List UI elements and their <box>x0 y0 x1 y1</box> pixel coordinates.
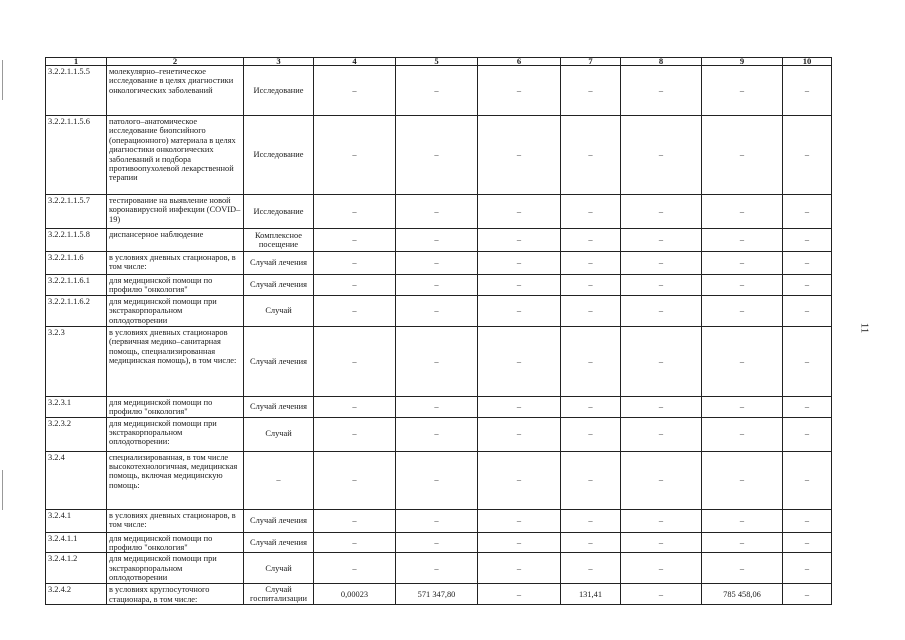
row-value-cell: – <box>702 417 783 451</box>
row-unit-cell: Случай лечения <box>244 396 314 417</box>
row-name-cell: для медицинской помощи по профилю "онкология" <box>107 532 244 553</box>
row-value-cell: – <box>783 326 832 396</box>
row-value-cell: – <box>783 509 832 532</box>
row-value-cell: – <box>702 275 783 296</box>
row-unit-cell: Случай лечения <box>244 326 314 396</box>
row-code-cell: 3.2.4.2 <box>46 584 107 605</box>
row-value-cell: – <box>621 584 702 605</box>
row-unit-cell: Исследование <box>244 195 314 229</box>
row-value-cell: – <box>478 195 561 229</box>
header-cell: 5 <box>396 58 478 66</box>
row-code-cell: 3.2.4.1.2 <box>46 553 107 584</box>
row-value-cell: – <box>478 275 561 296</box>
row-code-cell: 3.2.4.1 <box>46 509 107 532</box>
row-value-cell: – <box>396 451 478 509</box>
row-unit-cell: Случай лечения <box>244 252 314 275</box>
table-row <box>46 417 832 451</box>
row-value-cell: – <box>396 417 478 451</box>
row-value-cell: – <box>478 229 561 252</box>
row-unit-cell: Случай <box>244 417 314 451</box>
row-unit-cell: Комплексное посещение <box>244 229 314 252</box>
row-value-cell: – <box>702 116 783 195</box>
row-value-cell: – <box>702 252 783 275</box>
row-value-cell: – <box>314 295 396 326</box>
row-value-cell: – <box>314 252 396 275</box>
table-row <box>46 509 832 532</box>
row-value-cell: – <box>561 229 621 252</box>
row-code-cell: 3.2.4.1.1 <box>46 532 107 553</box>
row-value-cell: – <box>783 275 832 296</box>
table-row <box>46 326 832 396</box>
row-value-cell: 131,41 <box>561 584 621 605</box>
row-value-cell: – <box>783 451 832 509</box>
row-code-cell: 3.2.2.1.1.6 <box>46 252 107 275</box>
row-value-cell: – <box>783 532 832 553</box>
row-value-cell: – <box>783 116 832 195</box>
header-cell: 2 <box>107 58 244 66</box>
row-value-cell: – <box>621 451 702 509</box>
row-value-cell: – <box>314 532 396 553</box>
row-name-cell: для медицинской помощи при экстракорпоральном оплодотворении: <box>107 417 244 451</box>
row-name-cell: для медицинской помощи по профилю "онкология" <box>107 396 244 417</box>
row-value-cell: – <box>314 396 396 417</box>
row-value-cell: – <box>702 553 783 584</box>
row-value-cell: – <box>621 66 702 116</box>
row-value-cell: – <box>314 275 396 296</box>
header-cell: 10 <box>783 58 832 66</box>
row-value-cell: – <box>478 532 561 553</box>
scan-edge-mark <box>2 60 3 100</box>
table-row <box>46 195 832 229</box>
row-value-cell: – <box>561 509 621 532</box>
row-value-cell: – <box>396 532 478 553</box>
row-unit-cell: Случай лечения <box>244 275 314 296</box>
row-value-cell: – <box>783 584 832 605</box>
row-code-cell: 3.2.3.2 <box>46 417 107 451</box>
row-value-cell: – <box>702 66 783 116</box>
row-unit-cell: Случай <box>244 553 314 584</box>
table-row <box>46 229 832 252</box>
row-value-cell: – <box>314 509 396 532</box>
row-value-cell: 0,00023 <box>314 584 396 605</box>
row-value-cell: – <box>621 229 702 252</box>
row-value-cell: – <box>783 295 832 326</box>
row-value-cell: – <box>702 326 783 396</box>
row-value-cell: – <box>702 451 783 509</box>
row-unit-cell: Случай госпитализации <box>244 584 314 605</box>
row-value-cell: – <box>314 195 396 229</box>
row-value-cell: – <box>783 252 832 275</box>
row-unit-cell: Исследование <box>244 66 314 116</box>
row-value-cell: – <box>561 396 621 417</box>
row-value-cell: – <box>621 396 702 417</box>
row-value-cell: – <box>783 195 832 229</box>
row-name-cell: диспансерное наблюдение <box>107 229 244 252</box>
table-row <box>46 116 832 195</box>
header-cell: 8 <box>621 58 702 66</box>
row-value-cell: – <box>702 229 783 252</box>
row-name-cell: специализированная, в том числе высокотехнологичная, медицинская помощь, включая медицинскую помощь: <box>107 451 244 509</box>
row-value-cell: – <box>314 116 396 195</box>
row-value-cell: – <box>396 252 478 275</box>
data-table <box>45 57 832 605</box>
row-code-cell: 3.2.3.1 <box>46 396 107 417</box>
row-name-cell: тестирование на выявление новой коронавирусной инфекции (COVID–19) <box>107 195 244 229</box>
row-value-cell: – <box>702 396 783 417</box>
row-name-cell: в условиях дневных стационаров, в том числе: <box>107 252 244 275</box>
row-value-cell: – <box>396 509 478 532</box>
row-value-cell: – <box>478 252 561 275</box>
table-row <box>46 66 832 116</box>
row-value-cell: – <box>561 275 621 296</box>
row-value-cell: – <box>396 553 478 584</box>
header-row <box>46 58 832 66</box>
row-name-cell: для медицинской помощи по профилю "онкология" <box>107 275 244 296</box>
row-value-cell: – <box>621 116 702 195</box>
row-name-cell: для медицинской помощи при экстракорпоральном оплодотворении <box>107 295 244 326</box>
row-code-cell: 3.2.2.1.1.5.8 <box>46 229 107 252</box>
header-cell: 3 <box>244 58 314 66</box>
row-value-cell: – <box>314 553 396 584</box>
table-row <box>46 584 832 605</box>
row-value-cell: – <box>396 295 478 326</box>
row-value-cell: – <box>783 66 832 116</box>
row-value-cell: – <box>561 451 621 509</box>
row-value-cell: – <box>621 275 702 296</box>
row-value-cell: – <box>621 252 702 275</box>
table-row <box>46 252 832 275</box>
row-value-cell: – <box>314 66 396 116</box>
row-value-cell: – <box>702 532 783 553</box>
row-value-cell: – <box>561 295 621 326</box>
row-name-cell: в условиях дневных стационаров, в том числе: <box>107 509 244 532</box>
row-value-cell: – <box>621 295 702 326</box>
row-unit-cell: Случай лечения <box>244 509 314 532</box>
row-unit-cell: Случай <box>244 295 314 326</box>
row-code-cell: 3.2.2.1.1.6.2 <box>46 295 107 326</box>
row-value-cell: – <box>621 417 702 451</box>
table-row <box>46 275 832 296</box>
table-row <box>46 451 832 509</box>
row-value-cell: – <box>783 553 832 584</box>
row-value-cell: – <box>561 195 621 229</box>
row-value-cell: – <box>702 295 783 326</box>
row-value-cell: – <box>561 553 621 584</box>
row-value-cell: – <box>478 116 561 195</box>
row-value-cell: – <box>621 326 702 396</box>
row-value-cell: – <box>621 509 702 532</box>
row-value-cell: – <box>621 532 702 553</box>
row-value-cell: – <box>702 195 783 229</box>
row-value-cell: – <box>314 326 396 396</box>
row-value-cell: – <box>561 252 621 275</box>
table-row <box>46 553 832 584</box>
row-value-cell: – <box>478 509 561 532</box>
row-value-cell: – <box>396 396 478 417</box>
row-name-cell: молекулярно–генетическое исследование в целях диагностики онкологических заболеваний <box>107 66 244 116</box>
row-code-cell: 3.2.2.1.1.5.6 <box>46 116 107 195</box>
row-code-cell: 3.2.4 <box>46 451 107 509</box>
row-value-cell: – <box>621 195 702 229</box>
row-code-cell: 3.2.2.1.1.5.5 <box>46 66 107 116</box>
row-unit-cell: – <box>244 451 314 509</box>
row-name-cell: в условиях дневных стационаров (первичная медико–санитарная помощь, специализированная медицинская помощь), в том числе: <box>107 326 244 396</box>
row-value-cell: 785 458,06 <box>702 584 783 605</box>
row-value-cell: – <box>702 509 783 532</box>
header-cell: 7 <box>561 58 621 66</box>
row-value-cell: – <box>396 326 478 396</box>
table-row <box>46 396 832 417</box>
table-row <box>46 295 832 326</box>
row-value-cell: – <box>478 326 561 396</box>
row-value-cell: – <box>561 532 621 553</box>
row-value-cell: – <box>783 396 832 417</box>
row-value-cell: – <box>478 66 561 116</box>
header-cell: 6 <box>478 58 561 66</box>
header-cell: 9 <box>702 58 783 66</box>
row-value-cell: – <box>621 553 702 584</box>
row-unit-cell: Случай лечения <box>244 532 314 553</box>
header-cell: 1 <box>46 58 107 66</box>
row-value-cell: – <box>314 417 396 451</box>
row-value-cell: – <box>396 66 478 116</box>
table-row <box>46 532 832 553</box>
scan-edge-mark <box>2 470 3 510</box>
row-value-cell: – <box>783 417 832 451</box>
row-value-cell: – <box>561 116 621 195</box>
row-code-cell: 3.2.3 <box>46 326 107 396</box>
row-value-cell: – <box>314 229 396 252</box>
row-value-cell: – <box>561 417 621 451</box>
row-name-cell: в условиях круглосуточного стационара, в том числе: <box>107 584 244 605</box>
row-value-cell: – <box>478 584 561 605</box>
header-cell: 4 <box>314 58 396 66</box>
row-value-cell: – <box>478 451 561 509</box>
page-number: 11 <box>858 322 871 334</box>
row-value-cell: 571 347,80 <box>396 584 478 605</box>
row-code-cell: 3.2.2.1.1.6.1 <box>46 275 107 296</box>
row-value-cell: – <box>396 116 478 195</box>
row-name-cell: для медицинской помощи при экстракорпоральном оплодотворении <box>107 553 244 584</box>
row-value-cell: – <box>478 553 561 584</box>
row-value-cell: – <box>396 275 478 296</box>
row-value-cell: – <box>478 417 561 451</box>
row-value-cell: – <box>561 326 621 396</box>
row-value-cell: – <box>396 229 478 252</box>
row-value-cell: – <box>561 66 621 116</box>
row-value-cell: – <box>478 295 561 326</box>
row-value-cell: – <box>314 451 396 509</box>
row-name-cell: патолого–анатомическое исследование биопсийного (операционного) материала в целях диагностики онкологических заболеваний и подбора противоопухолевой лекарственной терапии <box>107 116 244 195</box>
row-unit-cell: Исследование <box>244 116 314 195</box>
row-value-cell: – <box>396 195 478 229</box>
row-code-cell: 3.2.2.1.1.5.7 <box>46 195 107 229</box>
row-value-cell: – <box>783 229 832 252</box>
row-value-cell: – <box>478 396 561 417</box>
